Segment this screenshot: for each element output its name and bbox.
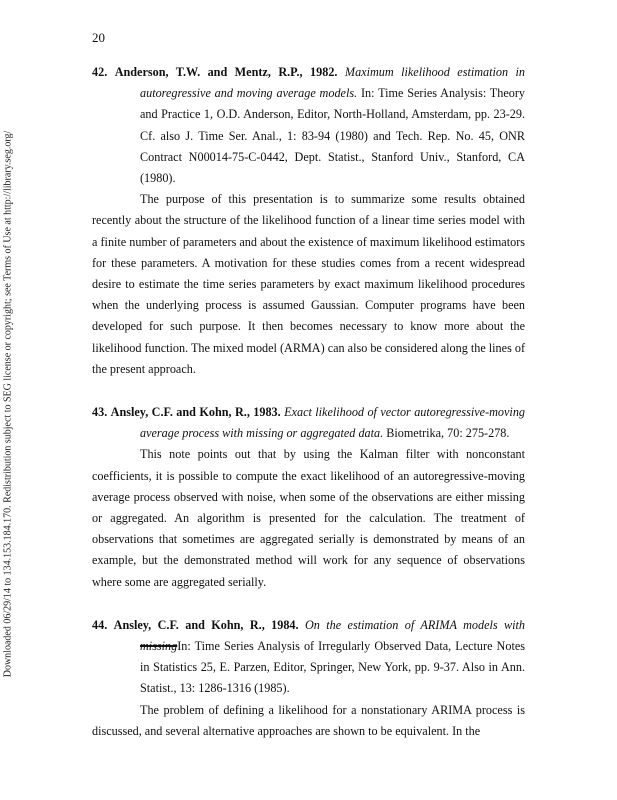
entry-title: On the estimation of ARIMA models with <box>304 617 526 632</box>
entry-source: In: Time Series Analysis: Theory and Practice 1, O.D. Anderson, Editor, North-Holland, Amsterdam, pp. 23-29. Cf. also J. Time Ser. Anal., 1: 83-94 (1980) and Tech. Rep. No. 45, ONR Contract N00014-75-C-0442, Dept. Statist., Stanford Univ., Stanford, CA (1980). <box>140 86 525 186</box>
entry-source: In: Time Series Analysis of Irregularly Observed Data, Lecture Notes in Statistics 25, E. Parzen, Editor, Springer, New York, pp. 9-37. Also in Ann. Statist., 13: 1286-1316 (1985). <box>140 639 525 696</box>
entry-authors: Anderson, T.W. and Mentz, R.P., 1982. <box>114 65 338 79</box>
page-number: 20 <box>92 30 105 45</box>
entry-number: 43. <box>92 405 108 420</box>
citation <box>92 402 525 444</box>
entry-number: 44. <box>92 617 108 632</box>
citation <box>92 62 525 189</box>
reference-entry-43 <box>92 402 525 593</box>
entry-abstract: This note points out that by using the Kalman filter with nonconstant coefficients, it is possible to compute the exact likelihood of an autoregressive-moving average process observed with noise, when some of the observations are either missing or aggregated. An algorithm is presented for the calculation. The treatment of observations that sometimes are aggregated serially is demonstrated by means of an example, but the demonstrated method will work for any sequence of observations where some are aggregated serially. <box>92 447 525 589</box>
entry-title-struck-word: missing <box>140 639 178 654</box>
entry-number: 42. <box>92 65 108 79</box>
entry-source: Biometrika, 70: 275-278. <box>386 426 510 441</box>
reference-entry-42 <box>92 62 525 380</box>
reference-entry-44 <box>92 615 525 742</box>
entry-authors: Ansley, C.F. and Kohn, R., 1984. <box>113 617 299 632</box>
entry-authors: Ansley, C.F. and Kohn, R., 1983. <box>110 405 281 420</box>
citation <box>92 615 525 700</box>
side-download-note-text: Downloaded 06/29/14 to 134.153.184.170. Redistribution subject to SEG license or copyright; see Terms of Use at http://library.seg.org/ <box>2 130 14 678</box>
entry-title: Maximum likelihood estimation in autoregressive and moving average models. <box>140 65 525 101</box>
entry-abstract: The purpose of this presentation is to summarize some results obtained recently about the structure of the likelihood function of a linear time series model with a finite number of parameters and about the existence of maximum likelihood estimators for these parameters. A motivation for these studies comes from a recent widespread desire to estimate the time series parameters by exact maximum likelihood procedures when the underlying process is assumed Gaussian. Computer programs have been developed for such purpose. It then becomes necessary to know more about the likelihood function. The mixed model (ARMA) can also be considered along the lines of the present approach. <box>92 192 526 376</box>
reference-list <box>92 62 525 764</box>
entry-abstract: The problem of defining a likelihood for a nonstationary ARIMA process is discussed, and several alternative approaches are shown to be equivalent. In the <box>92 702 525 738</box>
entry-title: Exact likelihood of vector autoregressive-moving average process with missing or aggregated data. <box>140 405 526 441</box>
side-download-note <box>1 124 15 684</box>
